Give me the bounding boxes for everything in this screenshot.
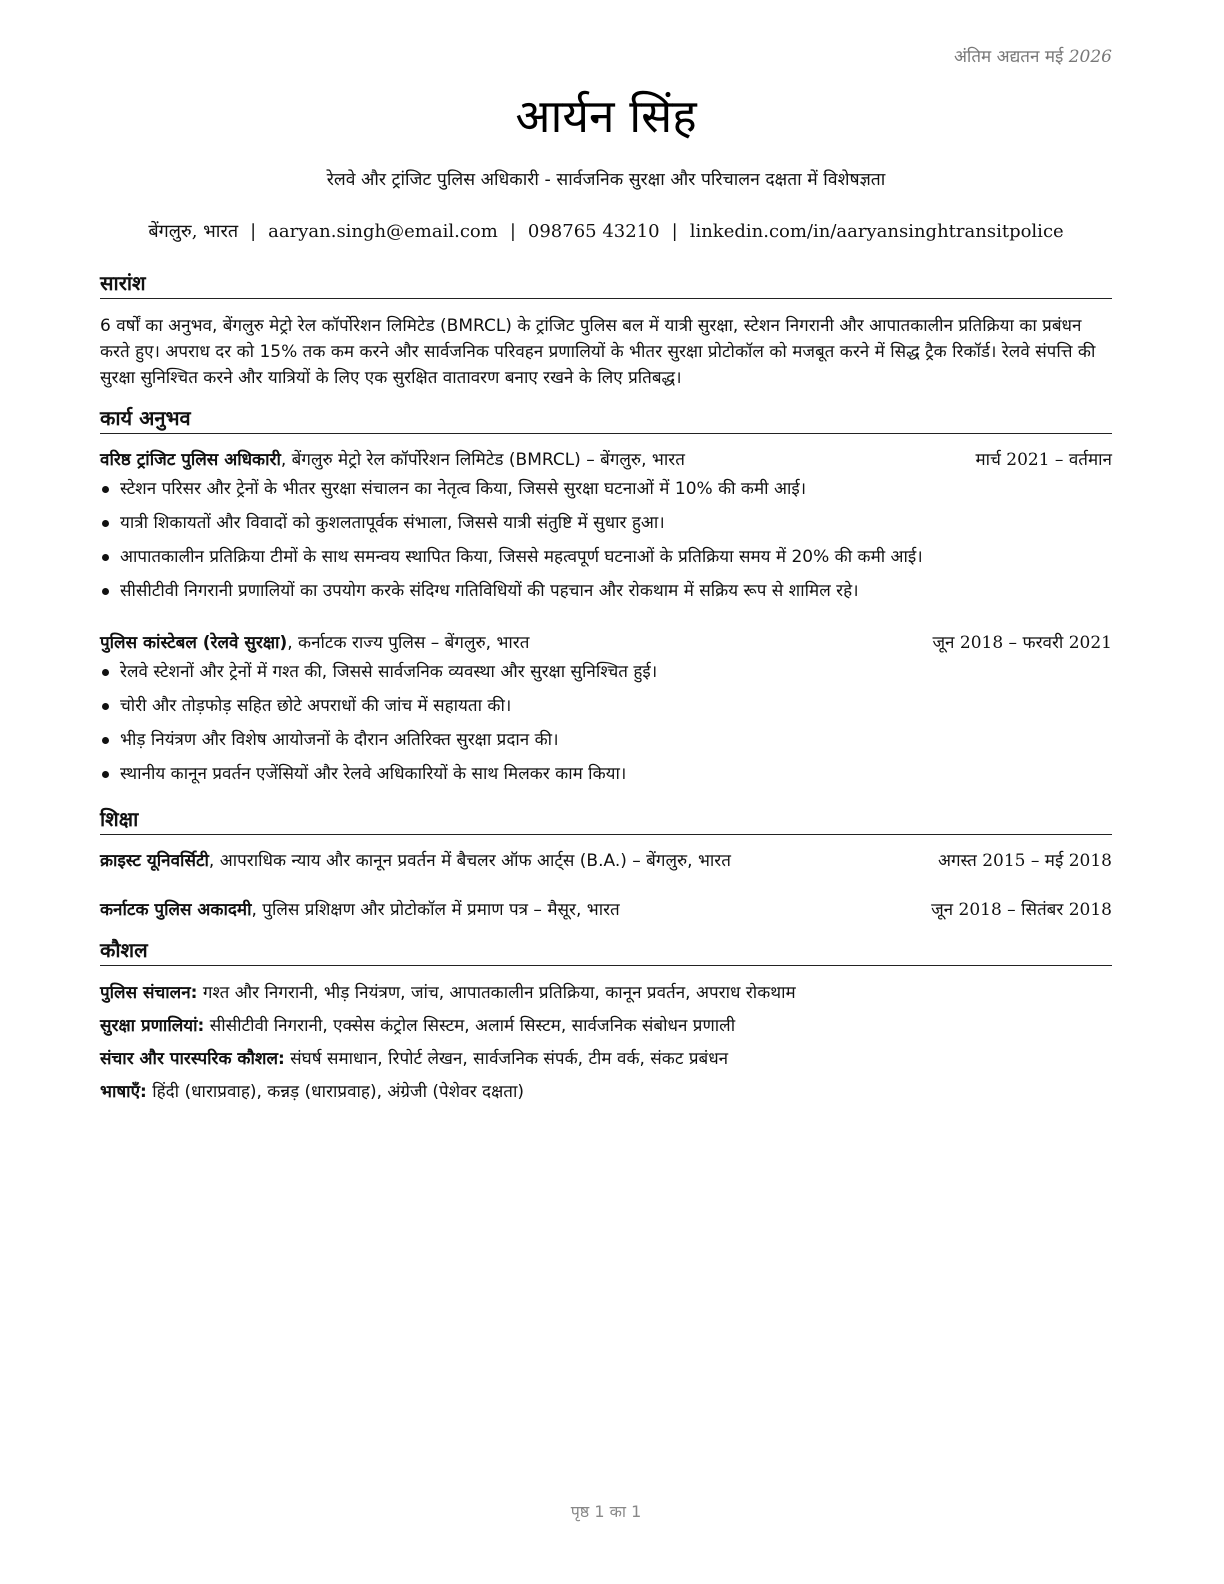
contact-separator: | — [671, 221, 678, 242]
skill-line — [100, 1013, 1112, 1039]
contact-email[interactable]: aaryan.singh@email.com — [268, 221, 498, 242]
job-org: , कर्नाटक राज्य पुलिस – बेंगलुरु, भारत — [287, 633, 530, 653]
last-updated: अंतिम अद्यतन मई 2026 — [953, 47, 1112, 67]
list-item: स्थानीय कानून प्रवर्तन एजेंसियों और रेलवे अधिकारियों के साथ मिलकर काम किया। — [100, 761, 1112, 795]
education-detail: , आपराधिक न्याय और कानून प्रवर्तन में बैचलर ऑफ आर्ट्स (B.A.) – बेंगलुरु, भारत — [208, 851, 731, 871]
skill-value: हिंदी (धाराप्रवाह), कन्नड़ (धाराप्रवाह), अंग्रेजी (पेशेवर दक्षता) — [146, 1082, 524, 1102]
skill-line — [100, 980, 1112, 1006]
contact-location: बेंगलुरु, भारत — [148, 221, 239, 242]
contact-separator: | — [509, 221, 516, 242]
section-title-experience: कार्य अनुभव — [100, 405, 1112, 434]
list-item: रेलवे स्टेशनों और ट्रेनों में गश्त की, जिससे सार्वजनिक व्यवस्था और सुरक्षा सुनिश्चित हुई। — [100, 659, 1112, 693]
job-dates: मार्च 2021 – वर्तमान — [975, 450, 1112, 470]
contact-separator: | — [250, 221, 257, 242]
education-dates: जून 2018 – सितंबर 2018 — [931, 900, 1112, 920]
contact-phone: 098765 43210 — [527, 221, 660, 242]
resume-page — [100, 0, 1112, 1584]
job-header — [100, 630, 1112, 656]
education-item — [100, 897, 1112, 923]
list-item: यात्री शिकायतों और विवादों को कुशलतापूर्वक संभाला, जिससे यात्री संतुष्टि में सुधार हुआ। — [100, 510, 1112, 544]
list-item: आपातकालीन प्रतिक्रिया टीमों के साथ समन्वय स्थापित किया, जिससे महत्वपूर्ण घटनाओं के प्रतिक्रिया समय में 20% की कमी आई। — [100, 544, 1112, 578]
candidate-name: आर्यन सिंह — [515, 89, 697, 143]
skill-line — [100, 1046, 1112, 1072]
skill-line — [100, 1079, 1112, 1105]
job-dates: जून 2018 – फरवरी 2021 — [932, 633, 1112, 653]
job-header — [100, 447, 1112, 473]
skill-value: संघर्ष समाधान, रिपोर्ट लेखन, सार्वजनिक संपर्क, टीम वर्क, संकट प्रबंधन — [284, 1049, 729, 1069]
education-institution: क्राइस्ट यूनिवर्सिटी — [100, 851, 209, 871]
section-title-summary: सारांश — [100, 270, 1112, 299]
job-org: , बेंगलुरु मेट्रो रेल कॉर्पोरेशन लिमिटेड (BMRCL) – बेंगलुरु, भारत — [280, 450, 685, 470]
skill-value: गश्त और निगरानी, भीड़ नियंत्रण, जांच, आपातकालीन प्रतिक्रिया, कानून प्रवर्तन, अपराध रोकथाम — [197, 983, 796, 1003]
list-item: चोरी और तोड़फोड़ सहित छोटे अपराधों की जांच में सहायता की। — [100, 693, 1112, 727]
list-item: स्टेशन परिसर और ट्रेनों के भीतर सुरक्षा संचालन का नेतृत्व किया, जिससे सुरक्षा घटनाओं में 10% की कमी आई। — [100, 476, 1112, 510]
summary-text: 6 वर्षों का अनुभव, बेंगलुरु मेट्रो रेल कॉर्पोरेशन लिमिटेड (BMRCL) के ट्रांजिट पुलिस बल में यात्री सुरक्षा, स्टेशन निगरानी और आपातकालीन प्रतिक्रिया का प्रबंधन करते हुए। अपराध दर को 15% तक कम करने और सार्वजनिक परिवहन प्रणालियों के भीतर सुरक्षा प्रोटोकॉल को मजबूत करने में सिद्ध ट्रैक रिकॉर्ड। रेलवे संपत्ति की सुरक्षा सुनिश्चित करने और यात्रियों के लिए एक सुरक्षित वातावरण बनाए रखने के लिए प्रतिबद्ध। — [100, 316, 1096, 388]
section-title-skills: कौशल — [100, 937, 1112, 966]
job-role: पुलिस कांस्टेबल (रेलवे सुरक्षा) — [100, 633, 288, 653]
education-item — [100, 848, 1112, 874]
education-dates: अगस्त 2015 – मई 2018 — [937, 851, 1112, 871]
education-institution: कर्नाटक पुलिस अकादमी — [100, 900, 252, 920]
job-bullets — [100, 659, 1112, 795]
skill-label: सुरक्षा प्रणालियां: — [100, 1016, 205, 1036]
job-bullets — [100, 476, 1112, 612]
contact-line — [100, 219, 1112, 243]
contact-linkedin[interactable]: linkedin.com/in/aaryansinghtransitpolice — [689, 221, 1064, 242]
skill-label: संचार और पारस्परिक कौशल: — [100, 1049, 285, 1069]
skill-value: सीसीटीवी निगरानी, एक्सेस कंट्रोल सिस्टम, अलार्म सिस्टम, सार्वजनिक संबोधन प्रणाली — [204, 1016, 736, 1036]
section-title-education: शिक्षा — [100, 806, 1112, 835]
page-number: पृष्ठ 1 का 1 — [570, 1502, 642, 1521]
list-item: भीड़ नियंत्रण और विशेष आयोजनों के दौरान अतिरिक्त सुरक्षा प्रदान की। — [100, 727, 1112, 761]
skill-label: पुलिस संचालन: — [100, 983, 198, 1003]
tagline: रेलवे और ट्रांजिट पुलिस अधिकारी - सार्वजनिक सुरक्षा और परिचालन दक्षता में विशेषज्ञता — [326, 170, 886, 190]
list-item: सीसीटीवी निगरानी प्रणालियों का उपयोग करके संदिग्ध गतिविधियों की पहचान और रोकथाम में सक्रिय रूप से शामिल रहे। — [100, 578, 1112, 612]
education-detail: , पुलिस प्रशिक्षण और प्रोटोकॉल में प्रमाण पत्र – मैसूर, भारत — [251, 900, 620, 920]
job-role: वरिष्ठ ट्रांजिट पुलिस अधिकारी — [100, 450, 281, 470]
skill-label: भाषाएँ: — [100, 1082, 147, 1102]
